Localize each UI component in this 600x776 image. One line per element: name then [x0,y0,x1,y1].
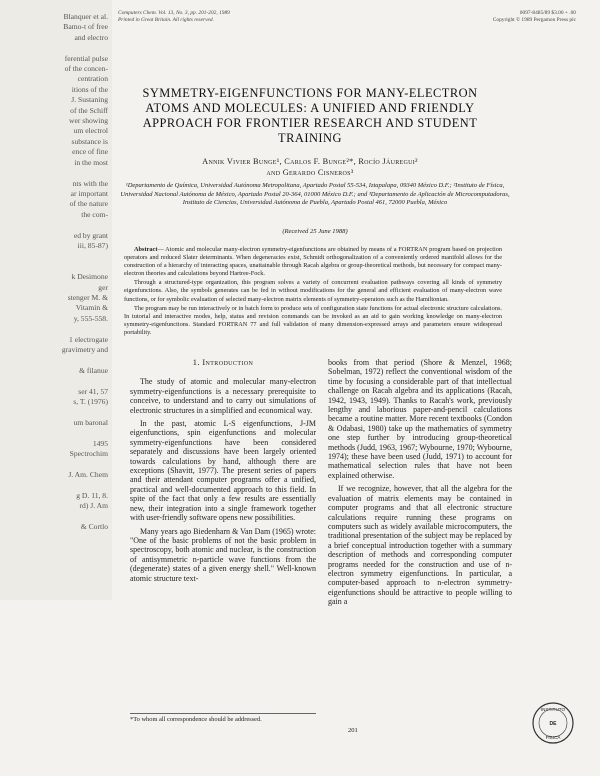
left-column [130,358,316,587]
margin-line [0,407,108,417]
margin-line: itions of the [71,84,108,94]
margin-line: ger [98,282,108,292]
journal-header-right: 0097-8485/89 $3.00 + .00 Copyright © 1989 Pergamon Press plc [492,10,576,23]
margin-line: & filanue [79,365,108,375]
margin-line [0,376,108,386]
received-date: (Received 25 June 1988) [282,228,348,235]
margin-line: ence of fine [72,147,108,157]
margin-line [0,459,108,469]
margin-line: ser 41, 57 [78,386,108,396]
margin-line: substance is [71,136,108,146]
body-paragraph: In the past, atomic L-S eigenfunctions, J-JM eigenfunctions, spin eigenfunctions and molecular symmetry-eigenfunctions have been considered separately and discussions have been largely oriented towards calculations by hand, although there are exceptions (Shavitt, 1977). The present series of papers and their attendant computer programs offer a unified, practical and well-documented approach to this field. In spite of the fact that only a few results are essentially new, their integration into a single framework together with user-friendly software opens new possibilities. [130,419,316,523]
margin-line: Bamo-t of free [63,22,108,32]
margin-line [0,355,108,365]
margin-line [0,262,108,272]
margin-line: ed by grant [73,230,108,240]
library-stamp-icon [530,700,576,746]
margin-line: wer showing [68,116,108,126]
body-paragraph: If we recognize, however, that all the algebra for the evaluation of matrix elements may be contained in computer programs and that all electronic structure calculations require running these programs on computers such as widely available microcomputers, the traditional presentation of the subject may be replaced by a brief conceptual introduction together with a summary description of methods and corresponding computer programs needed for the construction and use of n-electron symmetry eigenfunctions. In particular, a computer-based approach to n-electron symmetry-eigenfunctions should be attractive to people willing to gain a [328,484,512,607]
margin-line: 1495 [92,438,108,448]
margin-line: Spectrochim [69,449,108,459]
body-paragraph: The study of atomic and molecular many-electron symmetry-eigenfunctions is a necessary prerequisite to conceive, to understand and to carry out simulations of electronic structures in a simplified and economical way. [130,377,316,415]
margin-line: stenger M. & [67,292,108,302]
margin-line [0,220,108,230]
margin-line: of the nature [69,199,108,209]
body-paragraph: books from that period (Shore & Menzel, 1968; Sobelman, 1972) reflect the conventional wisdom of the time by focusing a considerable part of that intellectual challenge on Racah algebra and its applications (Racah, 1942, 1943, 1949). Thanks to Racah's work, previously lengthy and laborious paper-and-pencil calculations became a routine matter. More recent textbooks (Condon & Odabasi, 1980) take up the mathematics of symmetry one step further by introducing group-theoretical methods (Judd, 1963, 1967; Wybourne, 1970; Wybourne, 1974); these have been used (Judd, 1971) to account for mathematical selection rules that have not been explained otherwise. [328,358,512,480]
body-paragraph: Many years ago Biedenharn & Van Dam (1965) wrote: "One of the basic problems of not the basic problem in spectroscopy, both atomic and nuclear, is the construction of antisymmetric n-particle wave functions from the (degenerate) states of a given energy shell." Well-known atomic structure text- [130,526,316,583]
margin-line: ferential pulse [64,53,108,63]
margin-line [0,480,108,490]
margin-line: and electro [74,32,108,42]
margin-line: um baronal [73,417,108,427]
margin-line [0,324,108,334]
margin-line [0,428,108,438]
abstract [124,246,502,338]
margin-line: J. Sustaning [71,95,108,105]
margin-line: in the most [74,157,108,167]
margin-line: the com- [81,209,108,219]
page-number: 201 [348,727,358,734]
margin-line: ar important [70,188,108,198]
section-heading: 1. Introduction [192,358,254,367]
stamp-label: INSTITUTO [540,707,566,712]
margin-line: nts with the [72,178,108,188]
margin-line: J. Am. Chem [68,469,108,479]
margin-line: gravimetry and [61,345,108,354]
margin-line [0,168,108,178]
abstract-paragraph: Abstract— Atomic and molecular many-electron symmetry-eigenfunctions are obtained by means of a FORTRAN program based on projection operators and reduced Slater determinants. When degeneracies exist, Schmidt orthogonalization of a conveniently ordered manifold allows for the construction of a hierarchy of interacting spaces, unattainable through Racah algebra or group-theoretical methods, but necessary for compact many-electron theories and calculations beyond Hartree-Fock. [124,246,502,278]
margin-line [0,512,108,522]
margin-line: k Desimone [71,272,108,282]
adjacent-page-text [0,12,108,532]
margin-line: g D. 11, 8. [76,490,108,500]
margin-line: 1 electrogate [69,334,108,344]
author-list: Annik Vivier Bunge¹, Carlos F. Bunge²*, Rocío Jáuregui² and Gerardo Cisneros³ [202,157,418,177]
margin-line [0,251,108,261]
margin-line: iii, 85-87) [77,240,108,250]
affiliations: ¹Departamento de Química, Universidad Autónoma Metropolitana, Apartado Postal 55-534, Iztapalapa, 09340 México D.F.; ²Instituto de Física, Universidad Nacional Autónoma de México, Apartado Postal 20-364, 01000 México D.F.; and ³Departamento de Aplicación de Microcomputadoras, Instituto de Ciencias, Universidad Autónoma de Puebla, Apartado Postal 461, 72000 Puebla, México [120,182,510,207]
margin-line: um electrol [73,126,108,136]
footnote: *To whom all correspondence should be addressed. [130,713,316,724]
margin-line: s, T. (1976) [73,397,108,407]
margin-line: y, 555-558. [73,313,108,323]
abstract-label: Abstract [134,246,158,253]
margin-line: Blanquer et al. [63,12,108,21]
right-column [328,358,512,611]
margin-line: & Cortlo [80,521,108,531]
abstract-paragraph: The program may be run interactively or in batch form to produce sets of configuration state functions for actual electronic structure calculations. In tutorial and interactive modes, help, status and revision commands can be invoked as an aid to gain working knowledge on many-electron symmetry-eigenfunctions. Standard FORTRAN 77 and full validation of many dimension-expressed arrays and parameters ensure widespread portability. [124,304,502,336]
abstract-paragraph: Through a structured-type organization, this program solves a variety of concurrent evaluation pathways covering all kinds of symmetry eigenfunctions. Also, the symbols generates can be fed in without modifications for the general and efficient evaluation of many-electron wave functions, or for symbolic evaluation of selected many-electron matrix elements of symmetry-operators such as the Hamiltonian. [124,279,502,303]
adjacent-page-bleed [0,0,112,600]
journal-header-left: Computers Chem. Vol. 13, No. 3, pp. 201-202, 1989 Printed in Great Britain. All rights reserved. [118,10,230,23]
margin-line: of the Schiff [70,105,108,115]
stamp-label: FÍSICA [545,735,561,740]
margin-line: rd) J. Am [79,501,108,511]
margin-line [0,43,108,53]
margin-line: centration [77,74,108,84]
margin-line: of the concen- [64,64,108,74]
margin-line: Vitamin & [75,303,108,313]
paper-title: SYMMETRY-EIGENFUNCTIONS FOR MANY-ELECTRON ATOMS AND MOLECULES: A UNIFIED AND FRIENDLY APPROACH FOR FRONTIER RESEARCH AND STUDENT TRAINING [142,86,478,145]
stamp-label: DE [549,721,557,727]
